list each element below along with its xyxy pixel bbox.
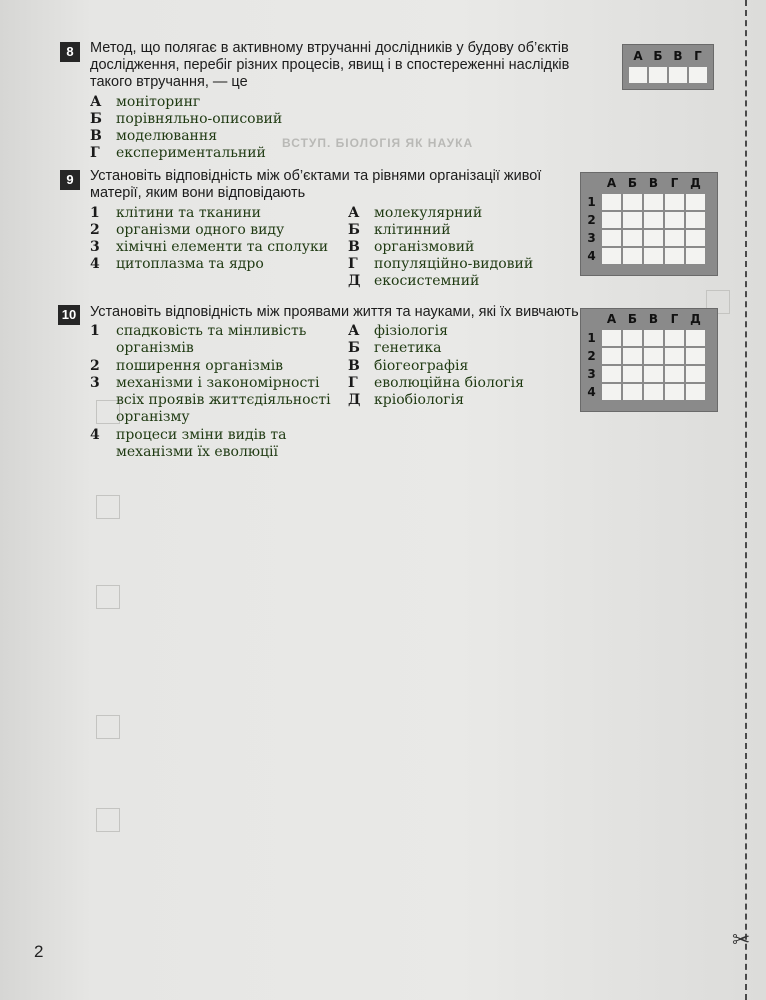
bleed-through-heading: ВСТУП. БІОЛОГІЯ ЯК НАУКА [282,136,474,150]
grid-cell[interactable] [601,211,622,229]
grid-header: В [648,312,659,326]
grid-cell[interactable] [643,329,664,347]
grid-cell[interactable] [643,211,664,229]
grid-header: В [648,176,659,190]
right-item[interactable]: В організмовий [348,239,475,255]
left-item[interactable]: 2 організми одного виду [90,222,285,238]
grid-header: А [606,312,617,326]
question-number: 10 [58,305,80,325]
grid-cell[interactable] [648,66,668,84]
grid-cell[interactable] [685,329,706,347]
right-item[interactable]: В біогеографія [348,358,469,374]
bleed-through-marker [96,495,120,519]
grid-cell[interactable] [622,329,643,347]
left-item[interactable]: 1 клітини та тканини [90,205,262,221]
right-item[interactable]: А молекулярний [348,205,483,221]
grid-cell[interactable] [664,383,685,401]
grid-row-label: 2 [587,213,596,227]
question-number: 9 [60,170,80,190]
grid-cell[interactable] [643,229,664,247]
left-item[interactable]: 3 хімічні елементи та сполуки [90,239,329,255]
grid-cell[interactable] [685,193,706,211]
left-item-continued: механізми їх еволюції [116,444,278,460]
answer-grid [622,44,714,90]
page-number: 2 [34,942,44,961]
grid-header: Г [694,49,702,63]
bleed-through-marker [96,715,120,739]
grid-cell[interactable] [601,247,622,265]
grid-header: В [673,49,683,63]
grid-header: А [606,176,617,190]
grid-cell[interactable] [664,247,685,265]
grid-cell[interactable] [685,365,706,383]
right-item[interactable]: Д екосистемний [348,273,480,289]
grid-row-label: 1 [587,331,596,345]
grid-cell[interactable] [622,247,643,265]
left-item-continued: всіх проявів життєдіяльності [116,392,331,408]
grid-cell[interactable] [601,329,622,347]
left-item[interactable]: 2 поширення організмів [90,358,284,374]
grid-header: Б [653,49,663,63]
grid-cell[interactable] [643,365,664,383]
grid-cell[interactable] [601,383,622,401]
grid-cell[interactable] [601,193,622,211]
grid-cell[interactable] [668,66,688,84]
grid-header: Г [670,312,679,326]
scissors-icon: ✂ [732,928,751,953]
right-item[interactable]: Г еволюційна біологія [348,375,524,391]
grid-header: Б [627,312,638,326]
answer-grid [580,172,718,276]
grid-cell[interactable] [622,347,643,365]
right-item[interactable]: А фізіологія [348,323,448,339]
grid-row-label: 4 [587,385,596,399]
left-item[interactable]: 1 спадковість та мінливість [90,323,307,339]
grid-cell[interactable] [664,365,685,383]
grid-cell[interactable] [685,347,706,365]
grid-cell[interactable] [622,211,643,229]
grid-cell[interactable] [664,211,685,229]
grid-cell[interactable] [685,211,706,229]
grid-cell[interactable] [622,193,643,211]
right-item[interactable]: Г популяційно-видовий [348,256,534,272]
grid-cell[interactable] [664,347,685,365]
right-item[interactable]: Б клітинний [348,222,451,238]
grid-cell[interactable] [622,365,643,383]
grid-header: Д [690,312,701,326]
grid-cell[interactable] [664,329,685,347]
question-text: Установіть відповідність між проявами життя та науками, які їх вивчають [90,304,579,320]
grid-cell[interactable] [688,66,708,84]
grid-cell[interactable] [685,229,706,247]
left-item-continued: організму [116,409,190,425]
question-text: Установіть відповідність між об’єктами та рівнями організації живої матерії, яким вони відповідають [90,168,542,201]
answer-option[interactable]: А моніторинг [90,94,201,110]
right-item[interactable]: Б генетика [348,340,442,356]
grid-row-label: 3 [587,231,596,245]
grid-header: Б [627,176,638,190]
grid-corner [583,310,601,329]
grid-header: Г [670,176,679,190]
grid-cell[interactable] [643,347,664,365]
grid-cell[interactable] [643,247,664,265]
left-item[interactable]: 3 механізми і закономірності [90,375,320,391]
left-item-continued: організмів [116,340,194,356]
grid-cell[interactable] [664,193,685,211]
question-text: Метод, що полягає в активному втручанні дослідників у будову об’єктів дослідження, перебіг різних процесів, явищ і в спостереженні наслідків такого втручання, — це [90,40,570,90]
grid-cell[interactable] [628,66,648,84]
answer-grid [580,308,718,412]
grid-header: А [633,49,643,63]
left-item[interactable]: 4 процеси зміни видів та [90,427,287,443]
bleed-through-marker [96,808,120,832]
grid-cell[interactable] [643,383,664,401]
right-item[interactable]: Д кріобіологія [348,392,464,408]
grid-row-label: 2 [587,349,596,363]
question-number: 8 [60,42,80,62]
bleed-through-marker [96,585,120,609]
grid-row-label: 3 [587,367,596,381]
grid-row-label: 4 [587,249,596,263]
grid-cell[interactable] [601,347,622,365]
grid-cell[interactable] [643,193,664,211]
cut-line [745,0,747,1000]
grid-cell[interactable] [685,247,706,265]
grid-cell[interactable] [685,383,706,401]
grid-header: Д [690,176,701,190]
grid-cell[interactable] [622,229,643,247]
answer-option[interactable]: В моделювання [90,128,218,144]
grid-corner [583,174,601,193]
grid-cell[interactable] [601,365,622,383]
left-item[interactable]: 4 цитоплазма та ядро [90,256,264,272]
grid-row-label: 1 [587,195,596,209]
grid-cell[interactable] [601,229,622,247]
grid-cell[interactable] [622,383,643,401]
answer-option[interactable]: Б порівняльно-описовий [90,111,283,127]
grid-cell[interactable] [664,229,685,247]
answer-option[interactable]: Г експериментальний [90,145,266,161]
